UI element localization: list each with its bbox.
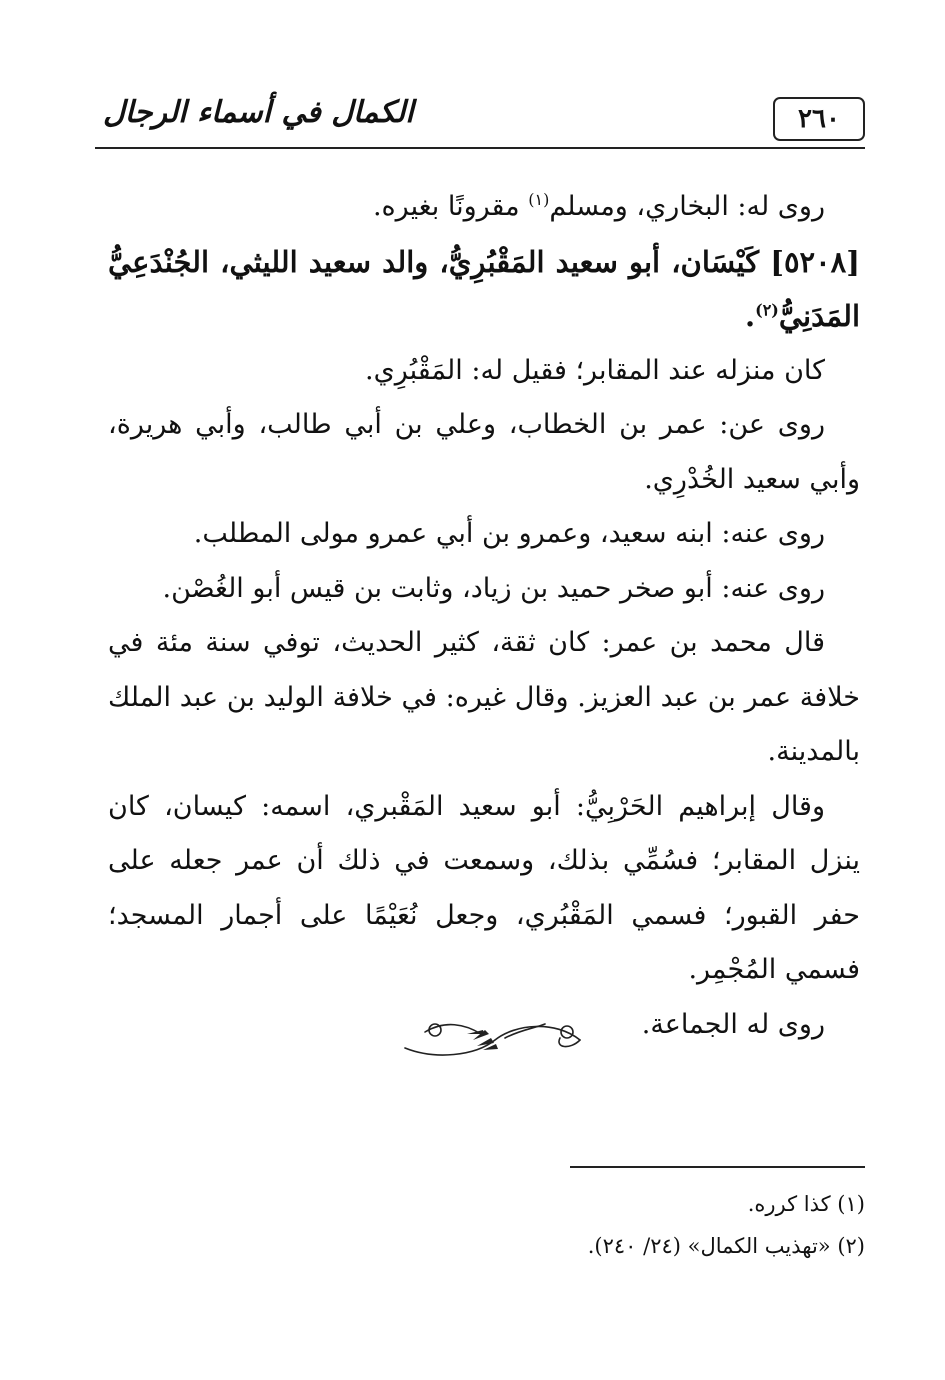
running-title: الكمال في أسماء الرجال [103,95,414,130]
paragraph: روى له الجماعة. [641,1008,825,1040]
page-header [95,85,865,151]
entry-number: [٥٢٠٨] [759,244,860,279]
floral-divider-icon [395,1010,590,1062]
paragraph: روى عنه: ابنه سعيد، وعمرو بن أبي عمرو مولى المطلب. [193,518,825,549]
paragraph-narrators [108,180,860,235]
header-rule [95,147,865,149]
page-number: ٢٦٠ [798,104,840,134]
paragraph: روى عنه: أبو صخر حميد بن زياد، وثابت بن قيس أبو الغُصْن. [162,572,825,604]
entry-name: كَيْسَان، أبو سعيد المَقْبُرِيُّ، والد سعيد الليثي، الجُنْدَعِيُّ المَدَنِيُّ [108,244,860,333]
page-number-box [773,97,865,141]
main-text [108,180,860,1052]
footnote-2: (٢) «تهذيب الكمال» (٢٤/ ٢٤٠). [587,1234,865,1258]
paragraph-text: مقرونًا بغيره. [372,191,529,222]
paragraph: كان منزله عند المقابر؛ فقيل له: المَقْبُرِي. [365,354,825,386]
footnote-ref: (١) [528,190,550,209]
footnote-1: (١) كذا كرره. [747,1192,865,1216]
footnote-ref: (٢) [755,300,779,320]
paragraph-text: روى له: البخاري، ومسلم [549,191,825,222]
paragraph: قال محمد بن عمر: كان ثقة، كثير الحديث، توفي سنة مئة في خلافة عمر بن عبد العزيز. وقال غيره: في خلافة الوليد بن عبد الملك بالمدينة. [108,627,860,767]
paragraph: روى عن: عمر بن الخطاب، وعلي بن أبي طالب، وأبي هريرة، وأبي سعيد الخُدْرِي. [108,409,860,495]
entry-tail: . [745,299,756,333]
footnotes [108,1183,865,1267]
footnote-rule [570,1166,865,1168]
paragraph: وقال إبراهيم الحَرْبِيُّ: أبو سعيد المَقْبري، اسمه: كيسان، كان ينزل المقابر؛ فسُمِّي بذلك، وسمعت في ذلك أن عمر جعله على حفر القبور؛ فسمي المَقْبُري، وجعل نُعَيْمًا على أجمار المسجد؛ فسمي المُجْمِر. [108,790,860,985]
entry-heading [108,235,860,344]
